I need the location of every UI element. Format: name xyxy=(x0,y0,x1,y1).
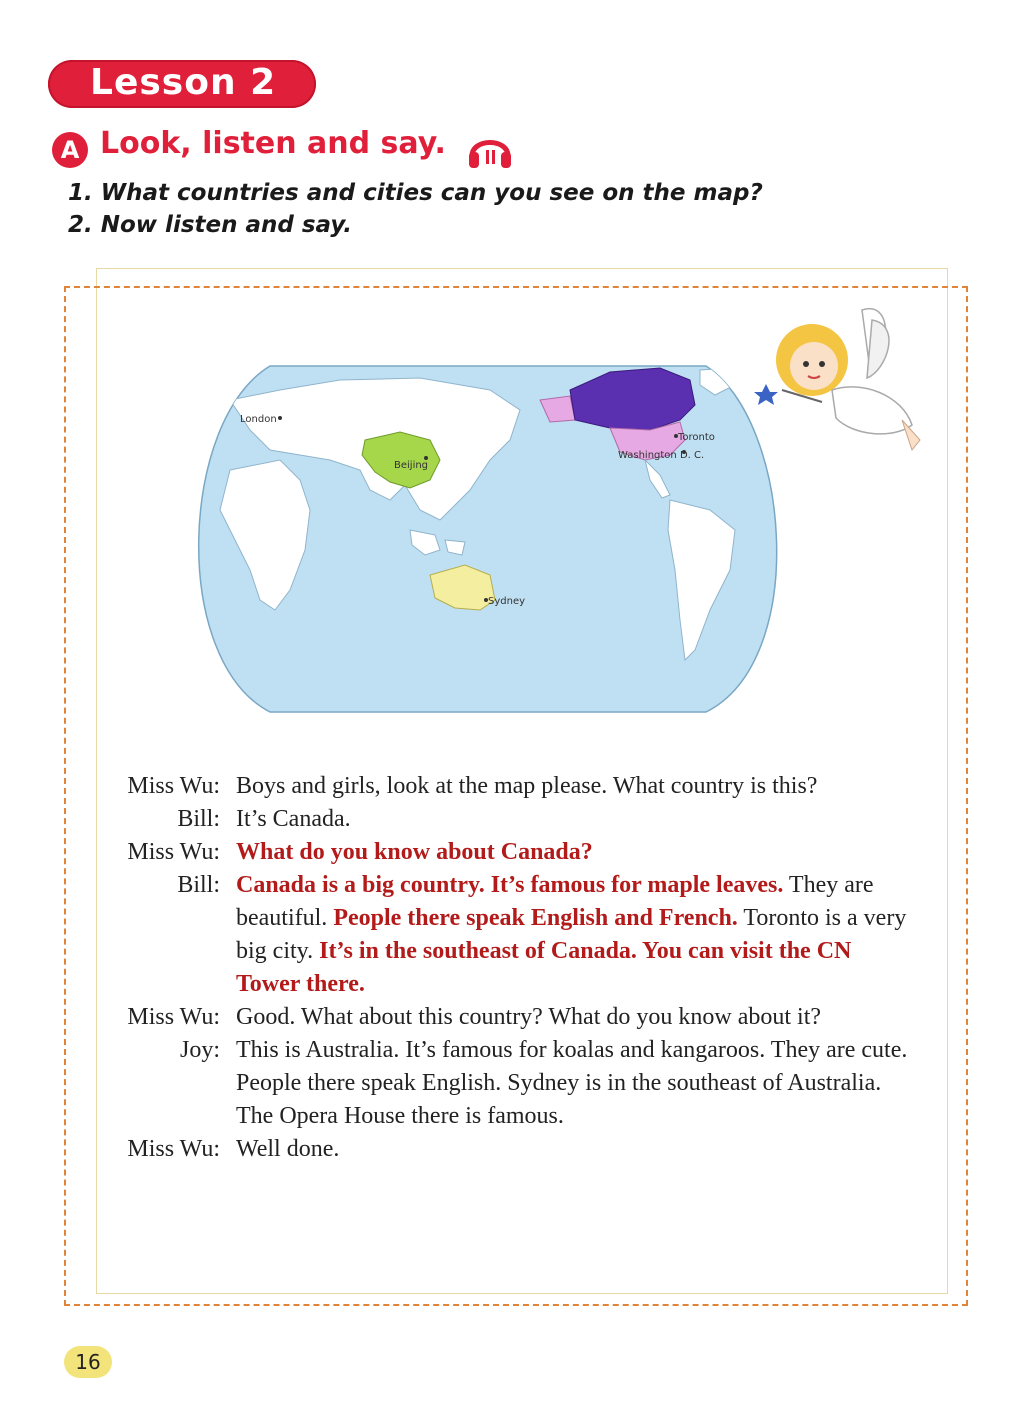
speech-highlight: What do you know about Canada? xyxy=(236,839,593,865)
dialogue-line xyxy=(96,1034,936,1133)
fairy-illustration xyxy=(752,300,930,464)
speech xyxy=(236,1034,916,1133)
speech-text: They are beautiful. xyxy=(236,872,874,931)
speech-text: Boys and girls, look at the map please. What country is this? xyxy=(236,773,818,799)
section-title: Look, listen and say. xyxy=(100,126,446,161)
speech-text: It’s Canada. xyxy=(236,806,351,832)
speech xyxy=(236,1001,916,1034)
speaker: Miss Wu: xyxy=(127,1004,220,1030)
dialogue-line xyxy=(96,803,936,836)
dialogue xyxy=(96,770,936,1166)
dialogue-line xyxy=(96,869,936,1001)
speaker: Miss Wu: xyxy=(127,1136,220,1162)
speech-text: Toronto is a very big city. xyxy=(236,905,907,964)
speaker: Bill: xyxy=(177,806,220,832)
lesson-title-badge xyxy=(48,60,316,108)
speaker: Miss Wu: xyxy=(127,839,220,865)
speech-text: Well done. xyxy=(236,1136,340,1162)
speech-highlight: Canada is a big country. It’s famous for maple leaves. xyxy=(236,872,784,898)
speech-highlight: People there speak English and French. xyxy=(333,905,738,931)
dialogue-line xyxy=(96,1001,936,1034)
lesson-title: Lesson 2 xyxy=(90,62,277,103)
speech xyxy=(236,803,916,836)
speech-text: Good. What about this country? What do you know about it? xyxy=(236,1004,822,1030)
headphones-icon[interactable] xyxy=(466,130,514,170)
map-label-beijing: Beijing xyxy=(394,460,429,471)
section-letter-badge: A xyxy=(52,132,88,168)
world-map-graphic xyxy=(190,360,786,718)
speech xyxy=(236,836,916,869)
dialogue-line xyxy=(96,1133,936,1166)
map-label-sydney: Sydney xyxy=(488,596,526,607)
instruction-1: 1. What countries and cities can you see on the map? xyxy=(68,180,763,206)
instruction-2: 2. Now listen and say. xyxy=(68,212,352,238)
dialogue-line xyxy=(96,836,936,869)
map-label-washington: Washington D. C. xyxy=(618,450,705,461)
dialogue-line xyxy=(96,770,936,803)
world-map xyxy=(190,360,786,718)
speaker: Joy: xyxy=(179,1037,220,1063)
speech xyxy=(236,770,916,803)
speech-text: This is Australia. It’s famous for koalas and kangaroos. They are cute. People there speak English. Sydney is in the southeast of Australia. The Opera House there is famous. xyxy=(236,1037,908,1129)
map-label-toronto: Toronto xyxy=(678,432,715,443)
speaker: Miss Wu: xyxy=(127,773,220,799)
speech-highlight: It’s in the southeast of Canada. You can visit the CN Tower there. xyxy=(236,938,852,997)
map-label-london: London xyxy=(240,414,277,425)
speech xyxy=(236,1133,916,1166)
page-number: 16 xyxy=(64,1346,112,1378)
speaker: Bill: xyxy=(177,872,220,898)
speech xyxy=(236,869,916,1001)
